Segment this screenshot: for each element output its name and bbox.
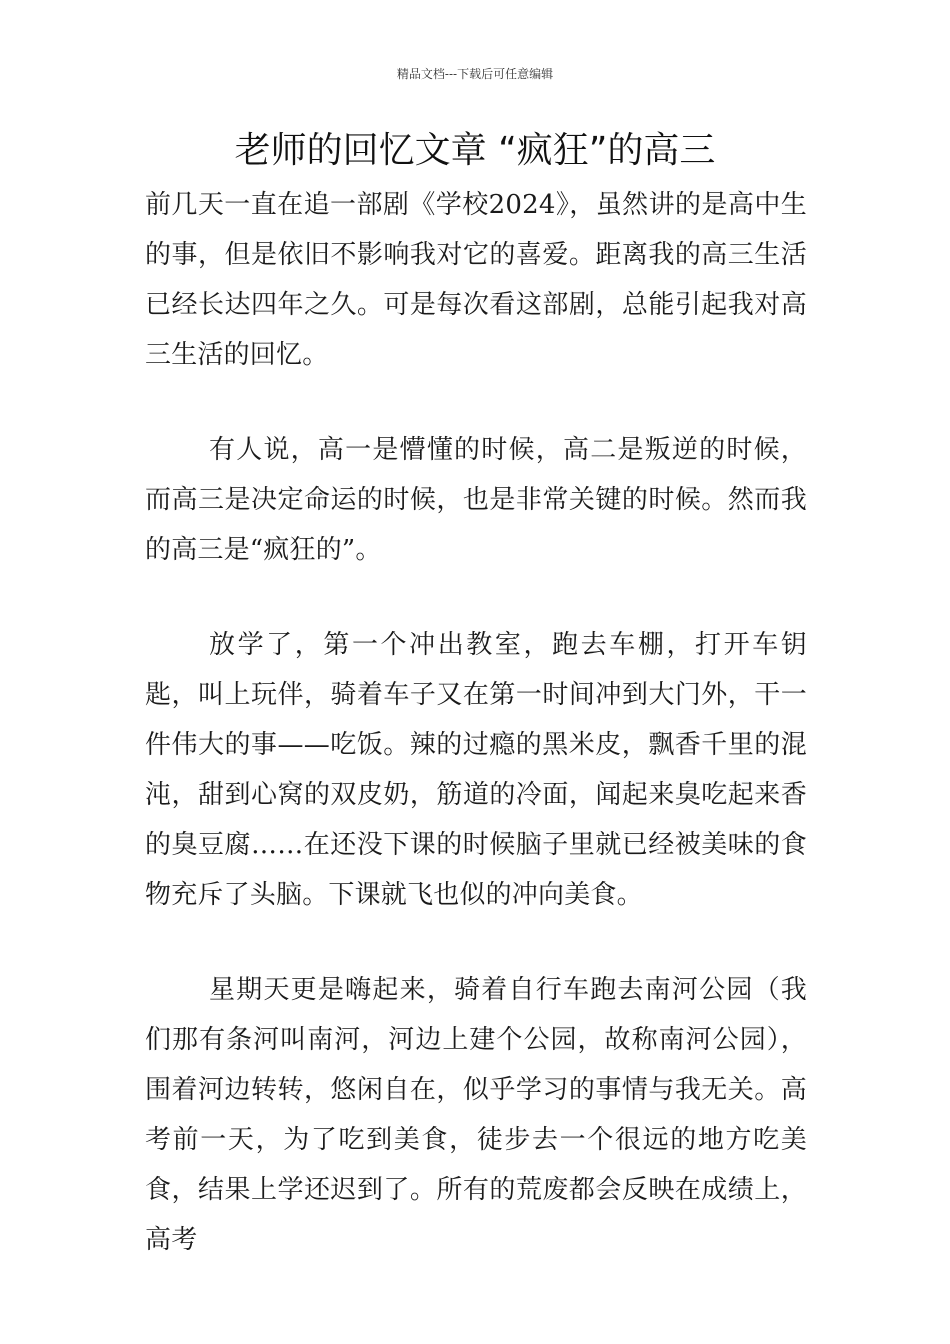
- document-title: 老师的回忆文章 “疯狂”的高三: [234, 130, 716, 171]
- paragraph: 有人说，高一是懵懂的时候，高二是叛逆的时候，而高三是决定命运的时候，也是非常关键的时候。然而我的高三是“疯狂的”。: [145, 435, 807, 565]
- paragraph: 星期天更是嗨起来，骑着自行车跑去南河公园（我们那有条河叫南河，河边上建个公园，故称南河公园），围着河边转转，悠闲自在，似乎学习的事情与我无关。高考前一天，为了吃到美食，徒步去一个很远的地方吃美食，结果上学还迟到了。所有的荒废都会反映在成绩上，高考: [145, 975, 807, 1255]
- document-body: [145, 180, 807, 1265]
- page-header-text: 精品文档---下载后可任意编辑: [396, 67, 554, 81]
- paragraph: 前几天一直在追一部剧《学校2024》，虽然讲的是高中生的事，但是依旧不影响我对它的喜爱。距离我的高三生活已经长达四年之久。可是每次看这部剧，总能引起我对高三生活的回忆。: [145, 190, 807, 370]
- page-header: [0, 66, 950, 82]
- paragraph-gap: [145, 380, 807, 425]
- paragraph-gap: [145, 575, 807, 620]
- paragraph: 放学了，第一个冲出教室，跑去车棚，打开车钥匙，叫上玩伴，骑着车子又在第一时间冲到大门外，干一件伟大的事——吃饭。辣的过瘾的黑米皮，飘香千里的混沌，甜到心窝的双皮奶，筋道的冷面，闻起来臭吃起来香的臭豆腐……在还没下课的时候脑子里就已经被美味的食物充斥了头脑。下课就飞也似的冲向美食。: [145, 630, 807, 910]
- paragraph-gap: [145, 920, 807, 965]
